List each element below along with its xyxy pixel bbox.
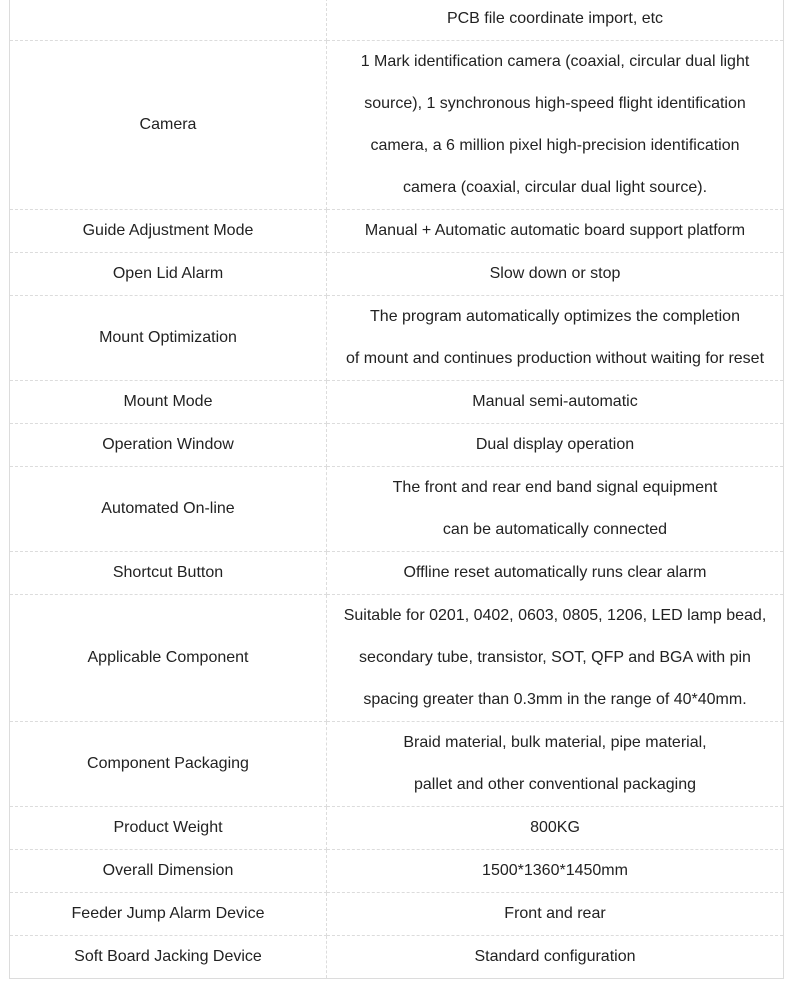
table-row: [10, 253, 784, 296]
spec-label: Soft Board Jacking Device: [10, 936, 327, 979]
spec-value: [327, 552, 784, 595]
spec-label: Open Lid Alarm: [10, 253, 327, 296]
table-row: [10, 850, 784, 893]
spec-value: [327, 722, 784, 807]
spec-value: [327, 296, 784, 381]
spec-value-line: Front and rear: [504, 905, 606, 922]
spec-value-line: source), 1 synchronous high-speed flight identification: [364, 95, 746, 112]
spec-value: [327, 381, 784, 424]
spec-value-line: Braid material, bulk material, pipe material,: [403, 734, 707, 751]
spec-value-line: 1500*1360*1450mm: [482, 862, 628, 879]
spec-value: [327, 41, 784, 210]
spec-label: Automated On-line: [10, 467, 327, 552]
table-row: [10, 552, 784, 595]
spec-value-line: Standard configuration: [474, 948, 636, 965]
spec-label: Component Packaging: [10, 722, 327, 807]
spec-value-line: 800KG: [530, 819, 580, 836]
table-row: [10, 424, 784, 467]
table-row: [10, 296, 784, 381]
table-row: [10, 210, 784, 253]
table-row: [10, 41, 784, 210]
spec-label: [10, 0, 327, 41]
spec-value: [327, 253, 784, 296]
spec-value: [327, 0, 784, 41]
spec-value-line: Offline reset automatically runs clear alarm: [403, 564, 707, 581]
spec-value: [327, 807, 784, 850]
spec-value-line: Slow down or stop: [489, 265, 621, 282]
spec-value-line: can be automatically connected: [442, 521, 668, 538]
table-row: [10, 807, 784, 850]
spec-label: Guide Adjustment Mode: [10, 210, 327, 253]
spec-value-line: PCB file coordinate import, etc: [446, 10, 664, 27]
spec-value-line: pallet and other conventional packaging: [414, 776, 696, 793]
table-row: [10, 936, 784, 979]
spec-value: [327, 467, 784, 552]
spec-value-line: Manual semi-automatic: [472, 393, 638, 410]
spec-value-line: Manual + Automatic automatic board support platform: [364, 222, 746, 239]
spec-value-line: camera (coaxial, circular dual light source).: [402, 179, 708, 196]
table-row: [10, 893, 784, 936]
table-row: [10, 595, 784, 722]
table-row: [10, 0, 784, 41]
spec-label: Mount Optimization: [10, 296, 327, 381]
spec-label: Feeder Jump Alarm Device: [10, 893, 327, 936]
spec-value: [327, 850, 784, 893]
spec-value: [327, 893, 784, 936]
spec-label: Overall Dimension: [10, 850, 327, 893]
table-row: [10, 381, 784, 424]
spec-label: Applicable Component: [10, 595, 327, 722]
spec-value: [327, 595, 784, 722]
spec-label: Product Weight: [10, 807, 327, 850]
spec-value-line: 1 Mark identification camera (coaxial, circular dual light: [360, 53, 750, 70]
spec-value-line: The program automatically optimizes the completion: [370, 308, 740, 325]
spec-value-line: Suitable for 0201, 0402, 0603, 0805, 1206, LED lamp bead,: [343, 607, 767, 624]
spec-value-line: camera, a 6 million pixel high-precision identification: [370, 137, 740, 154]
spec-table: [9, 0, 784, 979]
spec-value: [327, 210, 784, 253]
table-row: [10, 467, 784, 552]
spec-value-line: spacing greater than 0.3mm in the range of 40*40mm.: [363, 691, 747, 708]
spec-value-line: Dual display operation: [475, 436, 635, 453]
spec-label: Operation Window: [10, 424, 327, 467]
spec-label: Shortcut Button: [10, 552, 327, 595]
spec-value-line: secondary tube, transistor, SOT, QFP and BGA with pin: [359, 649, 751, 666]
table-row: [10, 722, 784, 807]
spec-value-line: of mount and continues production without waiting for reset: [345, 350, 765, 367]
spec-value-line: The front and rear end band signal equipment: [392, 479, 718, 496]
spec-label: Mount Mode: [10, 381, 327, 424]
spec-value: [327, 936, 784, 979]
spec-label: Camera: [10, 41, 327, 210]
spec-value: [327, 424, 784, 467]
